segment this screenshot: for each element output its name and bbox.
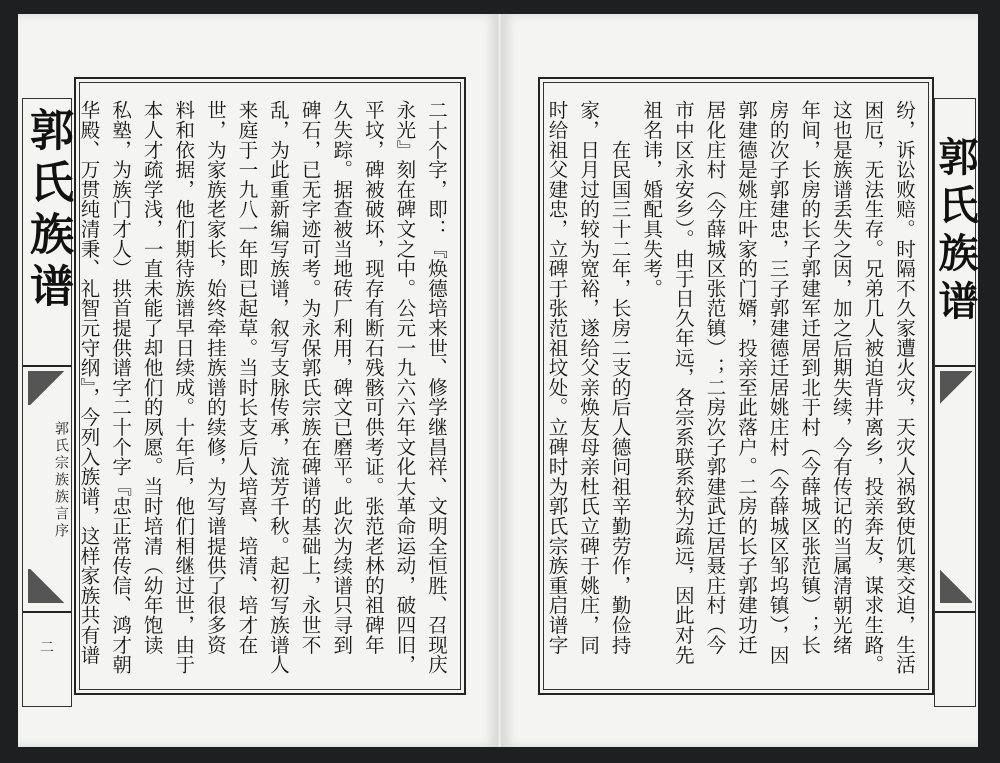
footer-divider xyxy=(23,611,71,613)
text-column: 本人才疏学浅，一直未能了却他们的夙愿。当时培清（幼年饱读 xyxy=(140,100,164,655)
left-side-panel xyxy=(22,98,72,707)
right-side-panel xyxy=(932,98,979,707)
book-title: 郭氏族谱 xyxy=(22,107,73,315)
text-column: 祖名讳，婚配具失考。 xyxy=(640,100,664,298)
text-column: 料和依据，他们期待族谱早日续成。十年后，他们相继过世，由于 xyxy=(172,100,196,675)
text-column: 世，为家族老家长，始终牵挂族谱的续修，为写谱提供了很多资 xyxy=(203,100,227,655)
left-text-body xyxy=(77,100,452,698)
text-column: 永光』刻在碑文之中。公元一九六六年文化大革命运动，破四旧， xyxy=(393,100,417,675)
text-column: 来庭于一九八一年即已起草。当时长支后人培喜、培清、培才在 xyxy=(235,100,259,655)
text-column: 家，日月过的较为宽裕，遂给父亲焕友母亲杜氏立碑于姚庄，同 xyxy=(577,100,601,655)
fish-tail-ornament-top xyxy=(28,371,66,405)
text-column: 华殿、万贯纯清秉、礼智元守纲』，今列入族谱，这样家族共有谱 xyxy=(77,100,101,665)
title-divider xyxy=(935,365,975,367)
fish-tail-ornament-top xyxy=(940,371,972,405)
title-divider xyxy=(23,365,71,367)
text-column: 房的次子郭建忠，三子郭建德迁居姚庄村（今薛城区邹坞镇），因 xyxy=(766,100,790,665)
text-column: 时给祖父建忠，立碑于张范祖坟处。立碑时为郭氏宗族重启谱字 xyxy=(545,100,569,655)
text-column: 二十个字，即：『焕德培来世、修学继昌祥、文明全恒胜、召现庆 xyxy=(425,100,448,675)
text-column: 年间，长房的长子郭建军迁居到北于村（今薛城区张范镇）；长 xyxy=(798,100,822,655)
right-page xyxy=(502,14,978,747)
page-number: 二 xyxy=(40,640,54,656)
left-page xyxy=(18,14,498,747)
text-column: 郭建德是姚庄叶家的门婿，投亲至此落户。二房的长子郭建功迁 xyxy=(735,100,759,655)
fish-tail-ornament-bottom xyxy=(940,569,972,603)
text-column: 市中区永安乡）。由于日久年远，各宗系联系较为疏远，因此对先 xyxy=(671,100,695,665)
text-column: 私塾，为族门才人）拱首提供谱字二十个字『忠正常传信、鸿才朝 xyxy=(109,100,133,675)
text-column: 困厄，无法生存。兄弟几人被迫背井离乡，投亲奔友，谋求生路。 xyxy=(861,100,885,675)
fish-tail-ornament-bottom xyxy=(28,569,66,603)
text-column: 乱，为此重新编写族谱，叙写支脉传承，流芳千秋。起初写族谱人 xyxy=(267,100,291,675)
text-column: 这也是族谱丢失之因，加之后期失续，今有传记的当属清朝光绪 xyxy=(829,100,853,655)
text-column: 久失踪。据查被当地砖厂利用，碑文已磨平。此次为续谱只寻到 xyxy=(330,100,354,655)
text-column: 纷，诉讼败赔。时隔不久家遭火灾，天灾人祸致使饥寒交迫，生活 xyxy=(893,100,916,675)
footer-divider xyxy=(935,611,975,613)
text-column: 在民国三十二年，长房二支的后人德问祖辛勤劳作，勤俭持 xyxy=(608,100,632,655)
section-label: 郭氏宗族族言序 xyxy=(53,421,69,540)
book-title-partial: 郭氏族谱 xyxy=(932,136,979,328)
right-text-body xyxy=(545,100,920,698)
text-column: 居化庄村（今薛城区张范镇）；二房次子郭建武迁居聂庄村（今 xyxy=(703,100,727,655)
text-column: 平坟，碑被破坏，现存有断石残骸可供考证。张范老林的祖碑年 xyxy=(361,100,385,655)
text-column: 碑石，已无字迹可考。为永保郭氏宗族在碑谱的基础上，永世不 xyxy=(298,100,322,655)
